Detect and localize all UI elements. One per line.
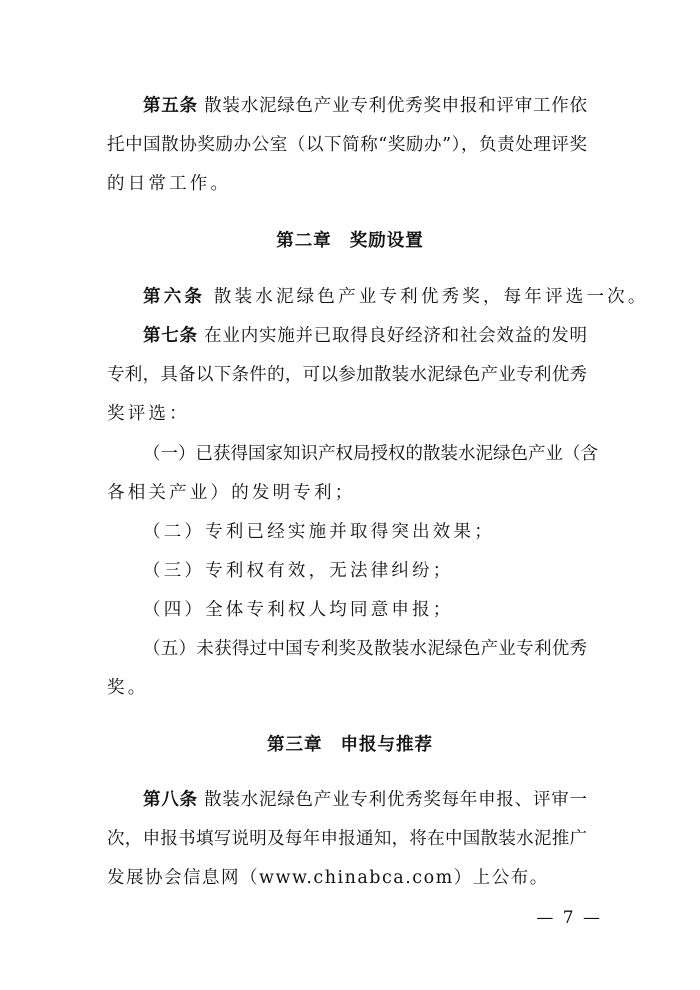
item-5-line-1 — [143, 638, 587, 660]
item-1-text-1: （一）已获得国家知识产权局授权的散装水泥绿色产业（含 — [143, 444, 598, 464]
article-7-text-3: 奖评选： — [107, 404, 190, 424]
article-8-text-2: 次，申报书填写说明及每年申报通知，将在中国散装水泥推广 — [107, 829, 587, 849]
article-7-text-1: 在业内实施并已取得良好经济和社会效益的发明 — [204, 326, 588, 346]
chapter-3-title: 申报与推荐 — [340, 735, 433, 755]
item-1-line-1 — [143, 443, 598, 465]
item-5-line-2 — [107, 677, 148, 699]
article-5-text-3: 的日常工作。 — [107, 174, 232, 194]
article-8-label: 第八条 — [143, 790, 198, 810]
item-2-text: （二）专利已经实施并取得突出效果； — [143, 522, 495, 542]
item-1-line-2 — [107, 482, 355, 504]
article-7-line-1 — [143, 325, 587, 347]
article-5-line-3 — [107, 173, 231, 195]
article-7-label: 第七条 — [143, 326, 198, 346]
article-7-line-3 — [107, 403, 190, 425]
item-4-text: （四）全体专利权人均同意申报； — [143, 600, 454, 620]
item-3 — [143, 560, 454, 582]
article-6-text-1: 散装水泥绿色产业专利优秀奖，每年评选一次。 — [213, 287, 649, 307]
article-7-text-2: 专利，具备以下条件的，可以参加散装水泥绿色产业专利优秀 — [107, 365, 587, 385]
chapter-3-heading — [0, 734, 700, 756]
article-5-line-1 — [143, 95, 587, 117]
chapter-2-number: 第二章 — [276, 231, 332, 251]
article-6-line-1 — [143, 286, 649, 308]
item-5-text-1: （五）未获得过中国专利奖及散装水泥绿色产业专利优秀 — [143, 639, 587, 659]
item-5-text-2: 奖。 — [107, 678, 149, 698]
article-5-label: 第五条 — [143, 96, 198, 116]
item-1-text-2: 各相关产业）的发明专利； — [107, 483, 356, 503]
article-6-label: 第六条 — [143, 287, 206, 307]
article-8-line-1 — [143, 789, 587, 811]
chapter-3-number: 第三章 — [267, 735, 323, 755]
article-8-line-3 — [107, 867, 549, 889]
chapter-2-heading — [0, 230, 700, 252]
article-7-line-2 — [107, 364, 587, 386]
item-3-text: （三）专利权有效，无法律纠纷； — [143, 561, 454, 581]
article-8-line-2 — [107, 828, 587, 850]
page-number: — 7 — — [536, 908, 602, 928]
item-4 — [143, 599, 454, 621]
article-5-line-2 — [107, 134, 587, 156]
item-2 — [143, 521, 495, 543]
article-5-text-1: 散装水泥绿色产业专利优秀奖申报和评审工作依 — [204, 96, 588, 116]
chapter-2-title: 奖励设置 — [349, 231, 424, 251]
article-8-text-3: 发展协会信息网（www.chinabca.com）上公布。 — [107, 868, 549, 888]
article-5-text-2: 托中国散协奖励办公室（以下简称“奖励办”），负责处理评奖 — [107, 135, 587, 155]
article-8-text-1: 散装水泥绿色产业专利优秀奖每年申报、评审一 — [204, 790, 588, 810]
